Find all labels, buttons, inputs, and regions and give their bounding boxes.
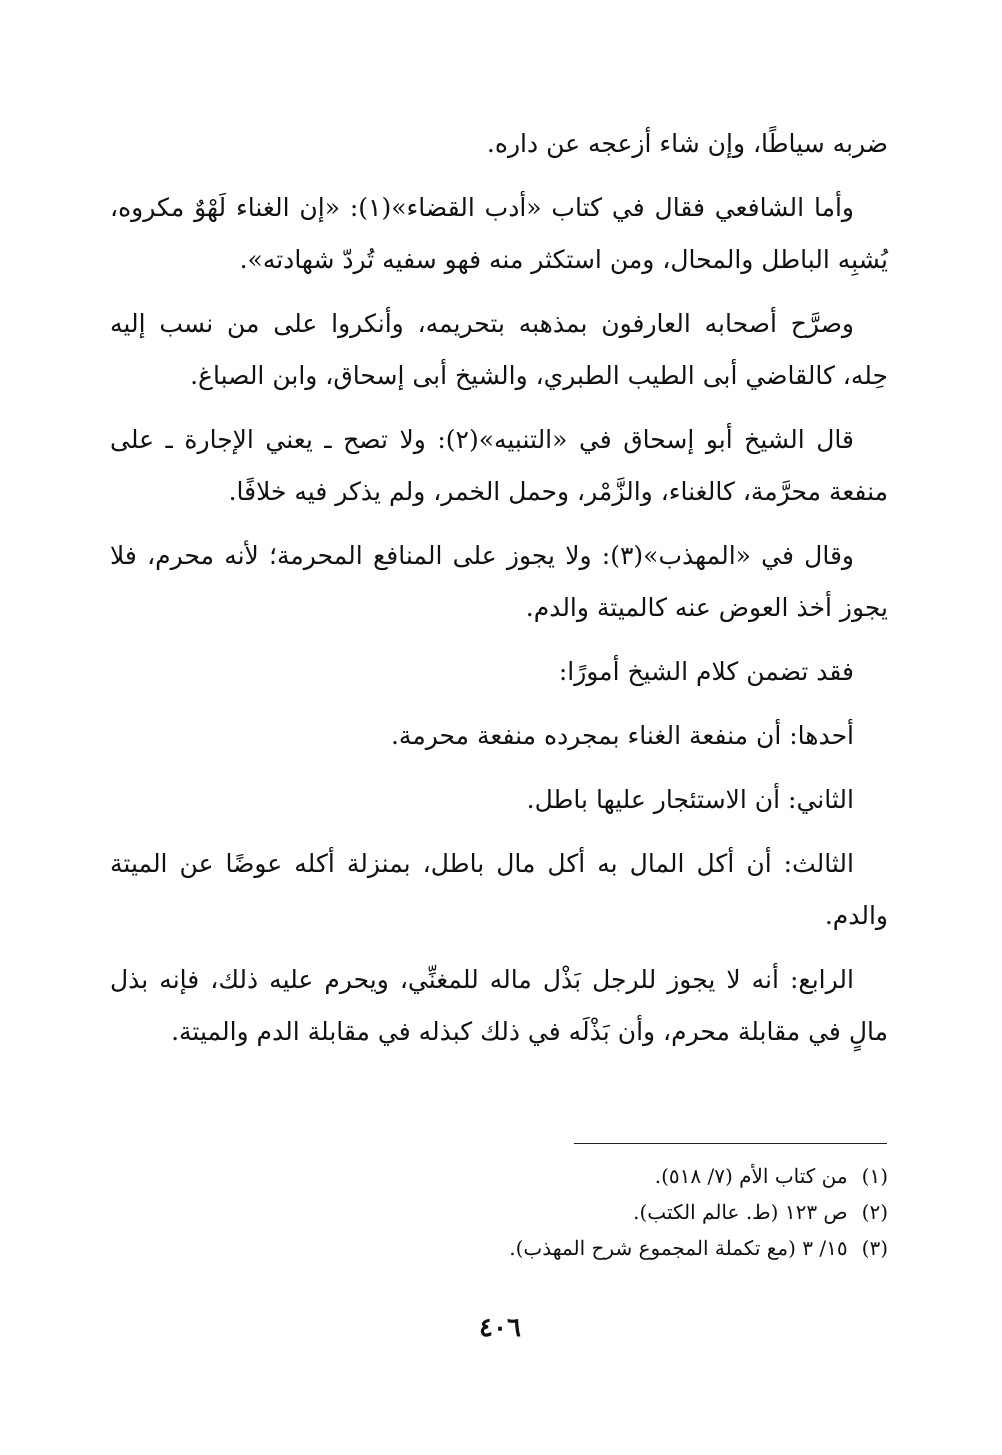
paragraph: وصرَّح أصحابه العارفون بمذهبه بتحريمه، وأنكروا على من نسب إليه حِله، كالقاضي أبى الطيب الطبري، والشيخ أبى إسحاق، وابن الصباغ.	[110, 309, 888, 390]
paragraph: الثاني: أن الاستئجار عليها باطل.	[526, 785, 854, 814]
footnote-divider	[574, 1143, 887, 1144]
footnote-text: ١٥/ ٣ (مع تكملة المجموع شرح المهذب).	[509, 1236, 848, 1260]
paragraph: فقد تضمن كلام الشيخ أمورًا:	[558, 657, 854, 686]
paragraph: الثالث: أن أكل المال به أكل مال باطل، بمنزلة أكله عوضًا عن الميتة والدم.	[110, 849, 888, 930]
paragraph: أحدها: أن منفعة الغناء بمجرده منفعة محرمة.	[390, 721, 854, 750]
footnote	[300, 1194, 888, 1230]
footnote-text: ص ١٢٣ (ط. عالم الكتب).	[633, 1200, 848, 1224]
page-number: ٤٠٦	[479, 1313, 521, 1343]
footnote	[300, 1230, 888, 1266]
footnote-number: (٢)	[861, 1200, 888, 1224]
paragraph: ضربه سياطًا، وإن شاء أزعجه عن داره.	[486, 129, 888, 158]
footnote-number: (١)	[861, 1164, 888, 1188]
paragraph: وقال في «المهذب»(٣): ولا يجوز على المنافع المحرمة؛ لأنه محرم، فلا يجوز أخذ العوض عنه كالميتة والدم.	[110, 541, 888, 622]
paragraph: وأما الشافعي فقال في كتاب «أدب القضاء»(١): «إن الغناء لَهْوٌ مكروه، يُشبِه الباطل والمحال، ومن استكثر منه فهو سفيه تُردّ شهادته».	[110, 193, 888, 274]
main-text	[110, 118, 888, 1070]
paragraph: قال الشيخ أبو إسحاق في «التنبيه»(٢): ولا تصح ـ يعني الإجارة ـ على منفعة محرَّمة، كالغناء، والزَّمْر، وحمل الخمر، ولم يذكر فيه خلافًا.	[110, 425, 888, 506]
paragraph: الرابع: أنه لا يجوز للرجل بَذْل ماله للمغنِّي، ويحرم عليه ذلك، فإنه بذل مالٍ في مقابلة محرم، وأن بَذْلَه في ذلك كبذله في مقابلة الدم والميتة.	[110, 965, 888, 1046]
footnotes	[300, 1158, 888, 1266]
footnote	[300, 1158, 888, 1194]
footnote-text: من كتاب الأم (٧/ ٥١٨).	[654, 1164, 848, 1188]
footnote-number: (٣)	[861, 1236, 888, 1260]
